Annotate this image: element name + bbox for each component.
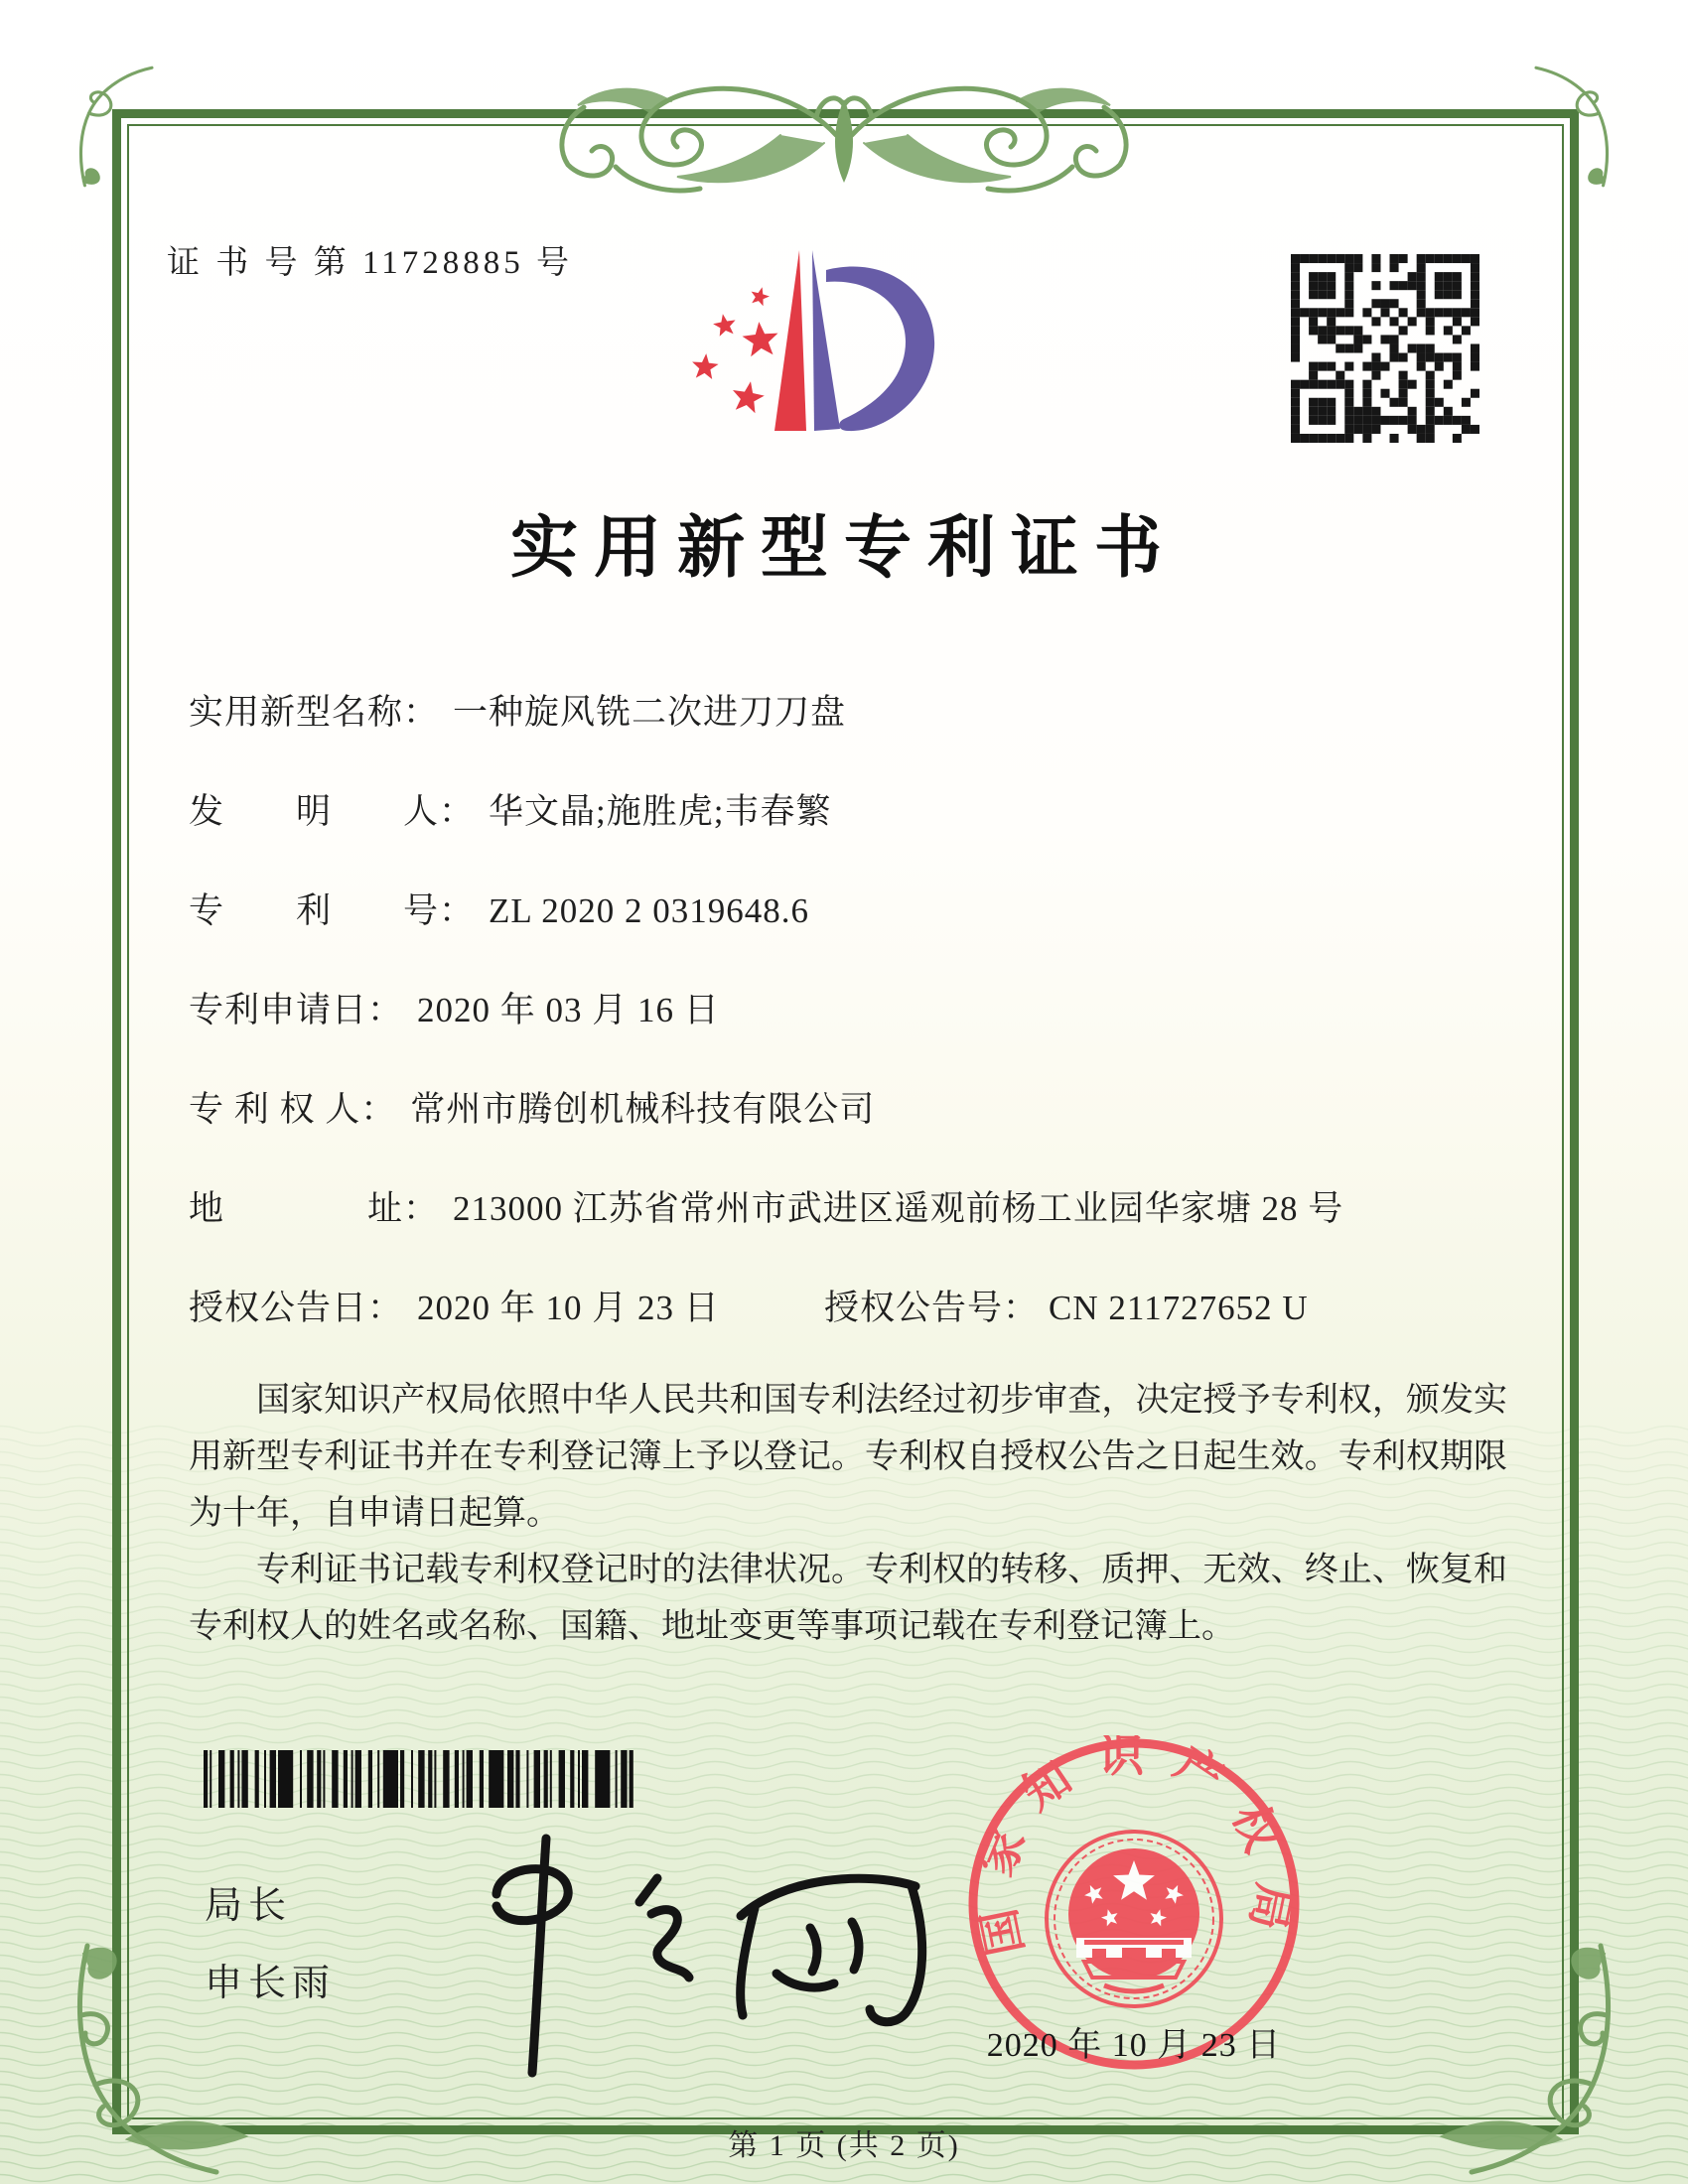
page-footer: 第 1 页 (共 2 页) bbox=[728, 2129, 960, 2162]
field-value: 一种旋风铣二次进刀刀盘 bbox=[453, 693, 847, 732]
field-label: 地 址： bbox=[189, 1189, 440, 1228]
field-row-grant bbox=[189, 1281, 1524, 1380]
grant-date-value: 2020 年 10 月 23 日 bbox=[417, 1289, 720, 1327]
grant-number-value: CN 211727652 U bbox=[1049, 1289, 1309, 1327]
legal-paragraph-2: 专利证书记载专利权登记时的法律状况。专利权的转移、质押、无效、终止、恢复和专利权人的姓名或名称、国籍、地址变更等事项记载在专利登记簿上。 bbox=[189, 1552, 1507, 1645]
handwritten-signature bbox=[427, 1817, 1003, 2105]
field-label: 发 明 人： bbox=[189, 792, 476, 831]
field-row-utility-model-name bbox=[189, 685, 1524, 784]
grant-date-label: 授权公告日： bbox=[189, 1289, 404, 1327]
field-label: 专利申请日： bbox=[189, 991, 404, 1029]
field-row-inventors bbox=[189, 784, 1524, 884]
certificate-number: 证 书 号 第 11728885 号 bbox=[167, 245, 574, 281]
field-value: 213000 江苏省常州市武进区遥观前杨工业园华家塘 28 号 bbox=[453, 1189, 1344, 1228]
field-label: 专 利 号： bbox=[189, 891, 476, 930]
cnipa-logo-icon bbox=[643, 218, 961, 469]
field-row-patentee bbox=[189, 1082, 1524, 1181]
legal-paragraph-1: 国家知识产权局依照中华人民共和国专利法经过初步审查，决定授予专利权，颁发实用新型专利证书并在专利登记簿上予以登记。专利权自授权公告之日起生效。专利权期限为十年，自申请日起算。 bbox=[189, 1382, 1507, 1532]
barcode bbox=[204, 1750, 640, 1808]
commissioner-title: 局长 bbox=[205, 1885, 293, 1927]
field-value: 华文晶;施胜虎;韦春繁 bbox=[489, 792, 832, 831]
field-value: 2020 年 03 月 16 日 bbox=[417, 991, 720, 1029]
field-label: 实用新型名称： bbox=[189, 693, 440, 732]
seal-date: 2020 年 10 月 23 日 bbox=[986, 2027, 1282, 2064]
field-value: 常州市腾创机械科技有限公司 bbox=[410, 1090, 876, 1129]
seal-ring-text: 国家知识产权局 bbox=[968, 1735, 1300, 1960]
commissioner-name: 申长雨 bbox=[205, 1963, 337, 2004]
field-label: 专 利 权 人： bbox=[189, 1090, 397, 1129]
field-row-filing-date bbox=[189, 983, 1524, 1082]
qr-code bbox=[1291, 254, 1479, 443]
field-value: ZL 2020 2 0319648.6 bbox=[489, 891, 809, 930]
field-row-patent-number bbox=[189, 884, 1524, 983]
grant-number-label: 授权公告号： bbox=[824, 1289, 1040, 1327]
grant-number-group bbox=[824, 1281, 1309, 1330]
certificate-title: 实用新型专利证书 bbox=[509, 510, 1178, 586]
field-row-address bbox=[189, 1181, 1524, 1281]
certificate-fields bbox=[189, 685, 1524, 1380]
legal-text bbox=[189, 1372, 1507, 1655]
